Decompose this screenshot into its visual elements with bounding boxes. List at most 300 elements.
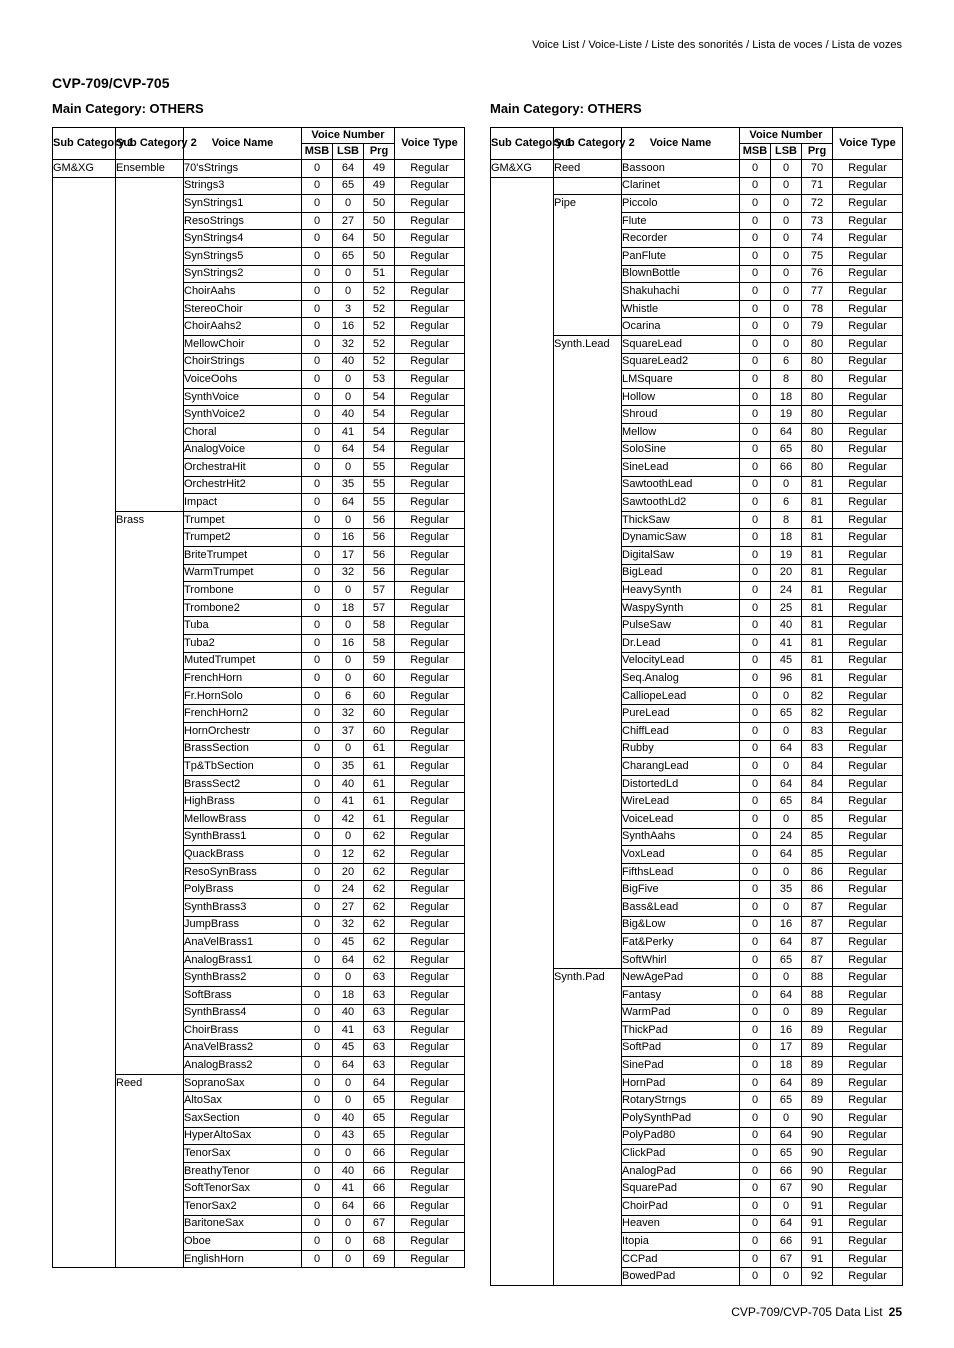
voice-type-cell: Regular [395,670,465,688]
voice-type-cell: Regular [833,723,903,741]
voice-name-cell: HornPad [622,1074,740,1092]
voice-type-cell: Regular [833,934,903,952]
voice-name-cell: RotaryStrngs [622,1092,740,1110]
table-row [491,951,903,969]
sub-category-2-cell [116,617,184,635]
sub-category-2-cell [554,511,622,529]
sub-category-1-cell [53,793,116,811]
prg-cell: 50 [364,230,395,248]
sub-category-1-cell [53,423,116,441]
sub-category-1-cell [491,459,554,477]
sub-category-2-cell [116,758,184,776]
lsb-cell: 0 [333,828,364,846]
msb-cell: 0 [740,1250,771,1268]
voice-name-cell: QuackBrass [184,846,302,864]
sub-category-1-cell [53,1250,116,1268]
sub-category-1-cell [491,582,554,600]
sub-category-2-cell [116,951,184,969]
lsb-cell: 17 [771,1039,802,1057]
msb-cell: 0 [740,283,771,301]
msb-cell: 0 [302,969,333,987]
table-row [491,547,903,565]
table-row [53,177,465,195]
sub-category-2-cell [116,775,184,793]
msb-cell: 0 [302,547,333,565]
lsb-cell: 43 [333,1127,364,1145]
voice-type-cell: Regular [395,195,465,213]
sub-category-1-cell [53,916,116,934]
lsb-cell: 27 [333,212,364,230]
voice-name-cell: ChoirPad [622,1198,740,1216]
prg-cell: 79 [802,318,833,336]
table-row [491,529,903,547]
voice-type-cell: Regular [395,1110,465,1128]
lsb-cell: 65 [771,1092,802,1110]
sub-category-1-cell [491,564,554,582]
lsb-cell: 0 [771,247,802,265]
prg-cell: 62 [364,951,395,969]
voice-name-cell: SopranoSax [184,1074,302,1092]
sub-category-1-cell [491,511,554,529]
table-row [53,1250,465,1268]
voice-type-cell: Regular [833,969,903,987]
col-voice-number: Voice Number [302,128,395,144]
table-row [491,371,903,389]
voice-type-cell: Regular [395,1127,465,1145]
msb-cell: 0 [740,916,771,934]
voice-type-cell: Regular [833,441,903,459]
voice-type-cell: Regular [833,1092,903,1110]
sub-category-1-cell [53,406,116,424]
sub-category-2-cell [116,986,184,1004]
prg-cell: 87 [802,898,833,916]
voice-type-cell: Regular [395,564,465,582]
voice-name-cell: Flute [622,212,740,230]
voice-name-cell: AnalogPad [622,1162,740,1180]
voice-type-cell: Regular [833,1215,903,1233]
table-row [491,670,903,688]
prg-cell: 52 [364,318,395,336]
sub-category-1-cell [53,705,116,723]
lsb-cell: 32 [333,705,364,723]
prg-cell: 54 [364,423,395,441]
voice-type-cell: Regular [395,529,465,547]
table-row [491,1215,903,1233]
sub-category-2-cell [554,670,622,688]
voice-type-cell: Regular [833,1110,903,1128]
voice-type-cell: Regular [833,195,903,213]
lsb-cell: 41 [333,423,364,441]
table-row [53,283,465,301]
sub-category-1-cell [491,687,554,705]
lsb-cell: 64 [771,1215,802,1233]
sub-category-2-cell [116,599,184,617]
sub-category-1-cell [53,283,116,301]
page-number: 25 [888,1305,902,1319]
sub-category-1-cell [53,441,116,459]
sub-category-1-cell [491,898,554,916]
voice-name-cell: VelocityLead [622,652,740,670]
sub-category-1-cell [53,846,116,864]
lsb-cell: 41 [333,1022,364,1040]
msb-cell: 0 [740,1215,771,1233]
sub-category-1-cell [491,1250,554,1268]
sub-category-1-cell [53,177,116,195]
sub-category-2-cell [116,1215,184,1233]
sub-category-1-cell [53,1233,116,1251]
lsb-cell: 18 [333,986,364,1004]
prg-cell: 62 [364,916,395,934]
sub-category-1-cell [491,723,554,741]
table-row [53,969,465,987]
table-row [53,1022,465,1040]
sub-category-1-cell [491,670,554,688]
sub-category-2-cell [116,247,184,265]
sub-category-2-cell: Reed [554,160,622,178]
sub-category-2-cell [554,687,622,705]
sub-category-1-cell [491,1092,554,1110]
lsb-cell: 25 [771,599,802,617]
sub-category-1-cell [53,300,116,318]
sub-category-2-cell [116,723,184,741]
sub-category-1-cell [491,846,554,864]
lsb-cell: 64 [333,951,364,969]
col-voice-type: Voice Type [395,128,465,160]
sub-category-2-cell [116,934,184,952]
voice-type-cell: Regular [395,1233,465,1251]
prg-cell: 55 [364,476,395,494]
voice-type-cell: Regular [833,406,903,424]
msb-cell: 0 [302,353,333,371]
voice-type-cell: Regular [833,652,903,670]
msb-cell: 0 [740,1127,771,1145]
voice-type-cell: Regular [833,177,903,195]
table-row [53,265,465,283]
sub-category-2-cell [116,529,184,547]
sub-category-1-cell [53,388,116,406]
msb-cell: 0 [740,1233,771,1251]
lsb-cell: 12 [333,846,364,864]
prg-cell: 87 [802,916,833,934]
lsb-cell: 64 [333,230,364,248]
voice-type-cell: Regular [395,881,465,899]
prg-cell: 90 [802,1127,833,1145]
voice-name-cell: MellowChoir [184,335,302,353]
voice-type-cell: Regular [833,810,903,828]
sub-category-2-cell [116,406,184,424]
voice-type-cell: Regular [395,230,465,248]
voice-name-cell: Rubby [622,740,740,758]
sub-category-2-cell [554,388,622,406]
sub-category-2-cell [554,652,622,670]
msb-cell: 0 [302,459,333,477]
msb-cell: 0 [302,247,333,265]
msb-cell: 0 [302,1250,333,1268]
prg-cell: 60 [364,687,395,705]
voice-name-cell: ChoirAahs [184,283,302,301]
lsb-cell: 0 [771,265,802,283]
msb-cell: 0 [740,687,771,705]
sub-category-1-cell [53,687,116,705]
sub-category-1-cell [53,863,116,881]
sub-category-1-cell [491,406,554,424]
table-row [53,388,465,406]
lsb-cell: 65 [771,793,802,811]
prg-cell: 88 [802,969,833,987]
voice-name-cell: SynthVoice [184,388,302,406]
sub-category-2-cell [554,177,622,195]
lsb-cell: 0 [333,652,364,670]
sub-category-2-cell [116,494,184,512]
lsb-cell: 66 [771,459,802,477]
lsb-cell: 67 [771,1180,802,1198]
voice-name-cell: 70'sStrings [184,160,302,178]
sub-category-2-cell [554,582,622,600]
col-voice-name: Voice Name [622,128,740,160]
voice-name-cell: WarmPad [622,1004,740,1022]
voice-name-cell: Trumpet2 [184,529,302,547]
prg-cell: 62 [364,934,395,952]
prg-cell: 87 [802,951,833,969]
voice-type-cell: Regular [833,863,903,881]
lsb-cell: 27 [333,898,364,916]
voice-name-cell: WaspySynth [622,599,740,617]
lsb-cell: 0 [333,740,364,758]
voice-type-cell: Regular [395,793,465,811]
prg-cell: 59 [364,652,395,670]
sub-category-2-cell [554,564,622,582]
lsb-cell: 0 [771,1004,802,1022]
lsb-cell: 0 [771,230,802,248]
prg-cell: 62 [364,828,395,846]
table-row [491,388,903,406]
sub-category-2-cell [554,617,622,635]
voice-type-cell: Regular [395,810,465,828]
msb-cell: 0 [302,617,333,635]
msb-cell: 0 [740,195,771,213]
table-row [491,934,903,952]
msb-cell: 0 [740,247,771,265]
msb-cell: 0 [302,1198,333,1216]
msb-cell: 0 [302,670,333,688]
table-row [53,705,465,723]
sub-category-1-cell [53,1110,116,1128]
msb-cell: 0 [740,547,771,565]
sub-category-1-cell [491,265,554,283]
prg-cell: 80 [802,441,833,459]
sub-category-2-cell [554,1233,622,1251]
voice-name-cell: Trombone [184,582,302,600]
msb-cell: 0 [740,459,771,477]
sub-category-1-cell [53,1215,116,1233]
sub-category-1-cell [53,1057,116,1075]
voice-type-cell: Regular [395,335,465,353]
table-row [53,635,465,653]
msb-cell: 0 [302,723,333,741]
msb-cell: 0 [740,652,771,670]
lsb-cell: 41 [333,793,364,811]
msb-cell: 0 [302,881,333,899]
sub-category-2-cell [554,934,622,952]
lsb-cell: 6 [771,353,802,371]
table-row [53,353,465,371]
msb-cell: 0 [302,828,333,846]
prg-cell: 87 [802,934,833,952]
prg-cell: 90 [802,1145,833,1163]
sub-category-1-cell [491,423,554,441]
sub-category-2-cell [554,599,622,617]
voice-type-cell: Regular [395,300,465,318]
voice-name-cell: ClickPad [622,1145,740,1163]
table-row [491,177,903,195]
voice-type-cell: Regular [833,1162,903,1180]
voice-type-cell: Regular [833,582,903,600]
prg-cell: 82 [802,687,833,705]
sub-category-1-cell [53,1180,116,1198]
sub-category-1-cell [53,775,116,793]
voice-type-cell: Regular [833,1004,903,1022]
sub-category-2-cell [554,810,622,828]
msb-cell: 0 [740,1162,771,1180]
lsb-cell: 0 [771,687,802,705]
voice-type-cell: Regular [833,529,903,547]
voice-type-cell: Regular [395,898,465,916]
msb-cell: 0 [740,670,771,688]
voice-type-cell: Regular [833,1057,903,1075]
table-row [53,810,465,828]
voice-type-cell: Regular [833,705,903,723]
lsb-cell: 65 [333,247,364,265]
sub-category-2-cell [116,547,184,565]
msb-cell: 0 [740,564,771,582]
msb-cell: 0 [302,1180,333,1198]
prg-cell: 61 [364,810,395,828]
voice-type-cell: Regular [833,635,903,653]
voice-name-cell: Trumpet [184,511,302,529]
msb-cell: 0 [740,758,771,776]
sub-category-2-cell [116,195,184,213]
voice-name-cell: VoiceOohs [184,371,302,389]
voice-name-cell: SoftTenorSax [184,1180,302,1198]
table-row [491,160,903,178]
prg-cell: 70 [802,160,833,178]
sub-category-2-cell [116,1250,184,1268]
lsb-cell: 16 [771,1022,802,1040]
voice-type-cell: Regular [833,1268,903,1286]
msb-cell: 0 [740,1198,771,1216]
voice-type-cell: Regular [833,775,903,793]
voice-type-cell: Regular [395,828,465,846]
prg-cell: 82 [802,705,833,723]
msb-cell: 0 [302,582,333,600]
table-row [53,1127,465,1145]
lsb-cell: 0 [333,670,364,688]
voice-type-cell: Regular [833,335,903,353]
sub-category-2-cell [116,810,184,828]
voice-type-cell: Regular [833,1198,903,1216]
msb-cell: 0 [302,810,333,828]
sub-category-2-cell [554,846,622,864]
msb-cell: 0 [740,723,771,741]
voice-name-cell: BrassSect2 [184,775,302,793]
voice-type-cell: Regular [833,599,903,617]
voice-name-cell: VoiceLead [622,810,740,828]
sub-category-2-cell [554,212,622,230]
msb-cell: 0 [302,265,333,283]
sub-category-1-cell [491,828,554,846]
sub-category-1-cell [53,353,116,371]
voice-name-cell: SquarePad [622,1180,740,1198]
prg-cell: 77 [802,283,833,301]
voice-type-cell: Regular [395,1250,465,1268]
prg-cell: 51 [364,265,395,283]
msb-cell: 0 [302,529,333,547]
voice-name-cell: HornOrchestr [184,723,302,741]
table-row [53,423,465,441]
sub-category-2-cell [554,1250,622,1268]
prg-cell: 81 [802,511,833,529]
msb-cell: 0 [740,511,771,529]
voice-name-cell: FrenchHorn2 [184,705,302,723]
voice-name-cell: SawtoothLd2 [622,494,740,512]
sub-category-1-cell [491,195,554,213]
sub-category-2-cell [554,476,622,494]
lsb-cell: 32 [333,335,364,353]
voice-type-cell: Regular [833,564,903,582]
sub-category-1-cell [491,635,554,653]
voice-name-cell: SoftWhirl [622,951,740,969]
msb-cell: 0 [740,705,771,723]
sub-category-2-cell [554,635,622,653]
sub-category-1-cell [491,1145,554,1163]
table-row [53,318,465,336]
sub-category-1-cell [491,212,554,230]
voice-name-cell: Recorder [622,230,740,248]
lsb-cell: 0 [771,1198,802,1216]
table-row [53,247,465,265]
sub-category-1-cell [53,1004,116,1022]
lsb-cell: 0 [771,1110,802,1128]
sub-category-2-cell [116,335,184,353]
prg-cell: 73 [802,212,833,230]
voice-name-cell: PanFlute [622,247,740,265]
voice-name-cell: SquareLead2 [622,353,740,371]
lsb-cell: 96 [771,670,802,688]
msb-cell: 0 [740,1057,771,1075]
table-row [491,195,903,213]
sub-category-2-cell: Brass [116,511,184,529]
sub-category-2-cell [116,1004,184,1022]
voice-type-cell: Regular [833,1233,903,1251]
voice-name-cell: MutedTrumpet [184,652,302,670]
lsb-cell: 0 [333,195,364,213]
table-row [491,810,903,828]
msb-cell: 0 [740,300,771,318]
prg-cell: 54 [364,406,395,424]
msb-cell: 0 [740,335,771,353]
voice-type-cell: Regular [395,846,465,864]
lsb-cell: 0 [333,1233,364,1251]
lsb-cell: 64 [771,934,802,952]
col-sub-category-2: Sub Category 2 [554,128,622,160]
sub-category-2-cell [116,230,184,248]
table-row [491,283,903,301]
msb-cell: 0 [302,388,333,406]
sub-category-2-cell [554,793,622,811]
lsb-cell: 6 [333,687,364,705]
prg-cell: 65 [364,1127,395,1145]
sub-category-2-cell [554,371,622,389]
